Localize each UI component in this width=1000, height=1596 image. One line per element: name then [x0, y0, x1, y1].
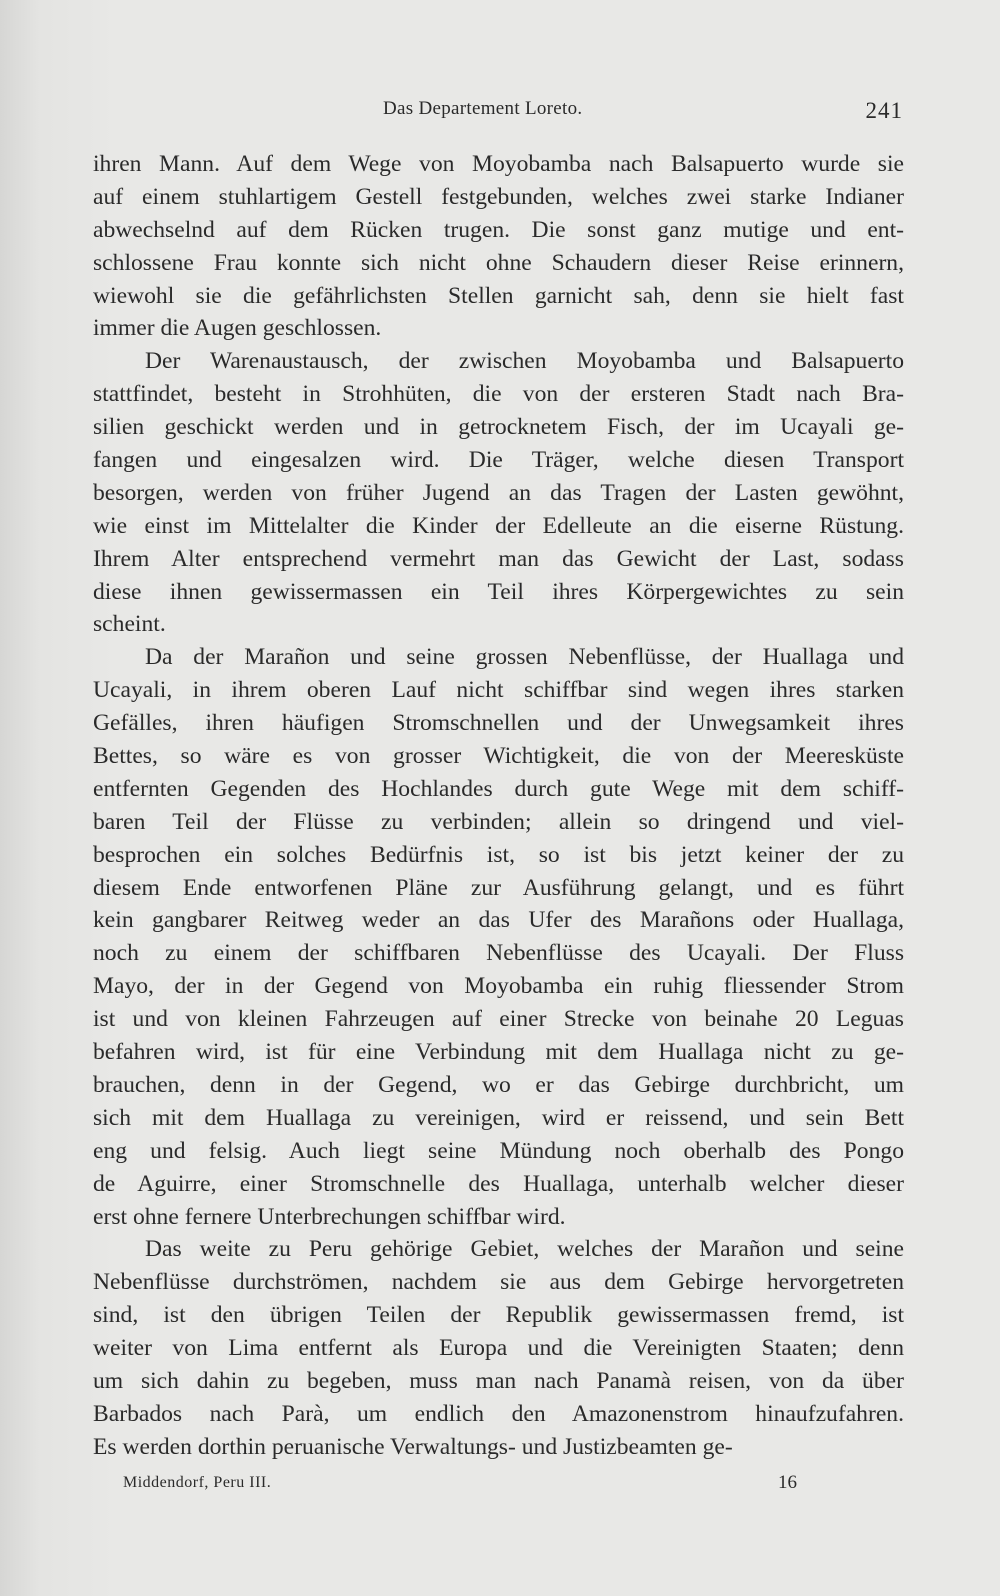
text-line: weiter von Lima entfernt als Europa und die Vereinigten Staaten; denn — [93, 1335, 904, 1362]
text-line: wiewohl sie die gefährlichsten Stellen garnicht sah, denn sie hielt fast — [93, 282, 904, 309]
running-title: Das Departement Loreto. — [383, 98, 583, 119]
text-line: ist und von kleinen Fahrzeugen auf einer Strecke von beinahe 20 Leguas — [93, 1006, 904, 1033]
text-line: ihren Mann. Auf dem Wege von Moyobamba nach Balsapuerto wurde sie — [93, 151, 904, 177]
text-line: Das weite zu Peru gehörige Gebiet, welches der Marañon und seine — [145, 1236, 904, 1263]
text-line: erst ohne fernere Unterbrechungen schiffbar wird. — [93, 1203, 566, 1230]
text-line: Bettes, so wäre es von grosser Wichtigkeit, die von der Meeresküste — [93, 743, 904, 770]
paragraph — [93, 345, 904, 641]
text-line: Ihrem Alter entsprechend vermehrt man das Gewicht der Last, sodass — [93, 545, 904, 572]
text-line: brauchen, denn in der Gegend, wo er das Gebirge durchbricht, um — [93, 1071, 904, 1098]
text-line: entfernten Gegenden des Hochlandes durch gute Wege mit dem schiff- — [93, 775, 904, 802]
text-line: stattfindet, besteht in Strohhüten, die von der ersteren Stadt nach Bra- — [93, 381, 904, 408]
text-line: Nebenflüsse durchströmen, nachdem sie aus dem Gebirge hervorgetreten — [93, 1269, 904, 1296]
page-number: 241 — [865, 98, 903, 123]
text-line: abwechselnd auf dem Rücken trugen. Die sonst ganz mutige und ent- — [93, 216, 904, 243]
paragraph — [93, 641, 904, 1233]
text-line: Da der Marañon und seine grossen Nebenflüsse, der Huallaga und — [145, 644, 904, 671]
text-line: kein gangbarer Reitweg weder an das Ufer des Marañons oder Huallaga, — [93, 907, 904, 934]
text-line: fangen und eingesalzen wird. Die Träger, welche diesen Transport — [93, 447, 904, 474]
text-line: Ucayali, in ihrem oberen Lauf nicht schiffbar sind wegen ihres starken — [93, 677, 904, 704]
text-line: befahren wird, ist für eine Verbindung mit dem Huallaga nicht zu ge- — [93, 1039, 904, 1066]
text-line: Mayo, der in der Gegend von Moyobamba ein ruhig fliessender Strom — [93, 973, 904, 1000]
text-line: besprochen ein solches Bedürfnis ist, so ist bis jetzt keiner der zu — [93, 841, 904, 868]
text-line: sind, ist den übrigen Teilen der Republik gewissermassen fremd, ist — [93, 1302, 904, 1329]
text-line: Es werden dorthin peruanische Verwaltungs- und Justizbeamten ge- — [93, 1433, 733, 1460]
paragraph — [93, 1233, 904, 1463]
sheet-number: 16 — [778, 1472, 797, 1493]
text-line: diesem Ende entworfenen Pläne zur Ausführung gelangt, und es führt — [93, 874, 904, 901]
text-line: sich mit dem Huallaga zu vereinigen, wird er reissend, und sein Bett — [93, 1104, 904, 1131]
text-line: wie einst im Mittelalter die Kinder der Edelleute an die eiserne Rüstung. — [93, 512, 904, 539]
text-line: diese ihnen gewissermassen ein Teil ihres Körpergewichtes zu sein — [93, 578, 904, 605]
running-head — [93, 94, 903, 130]
text-line: eng und felsig. Auch liegt seine Mündung noch oberhalb des Pongo — [93, 1137, 904, 1164]
body-text — [93, 148, 904, 1464]
printer-signature: Middendorf, Peru III. — [123, 1474, 272, 1491]
page-footer — [123, 1474, 803, 1502]
text-line: um sich dahin zu begeben, muss man nach Panamà reisen, von da über — [93, 1367, 904, 1394]
text-line: immer die Augen geschlossen. — [93, 315, 382, 342]
text-line: silien geschickt werden und in getrocknetem Fisch, der im Ucayali ge- — [93, 414, 904, 441]
text-line: Gefälles, ihren häufigen Stromschnellen und der Unwegsamkeit ihres — [93, 710, 904, 737]
text-line: Der Warenaustausch, der zwischen Moyobamba und Balsapuerto — [145, 348, 904, 375]
text-line: Barbados nach Parà, um endlich den Amazonenstrom hinaufzufahren. — [93, 1400, 904, 1427]
paragraph — [93, 148, 904, 345]
text-line: de Aguirre, einer Stromschnelle des Huallaga, unterhalb welcher dieser — [93, 1170, 904, 1197]
text-line: baren Teil der Flüsse zu verbinden; allein so dringend und viel- — [93, 808, 904, 835]
text-line: scheint. — [93, 611, 166, 638]
text-line: auf einem stuhlartigem Gestell festgebunden, welches zwei starke Indianer — [93, 183, 904, 210]
text-line: besorgen, werden von früher Jugend an das Tragen der Lasten gewöhnt, — [93, 479, 904, 506]
text-line: schlossene Frau konnte sich nicht ohne Schaudern dieser Reise erinnern, — [93, 249, 904, 276]
text-line: noch zu einem der schiffbaren Nebenflüsse des Ucayali. Der Fluss — [93, 940, 904, 967]
